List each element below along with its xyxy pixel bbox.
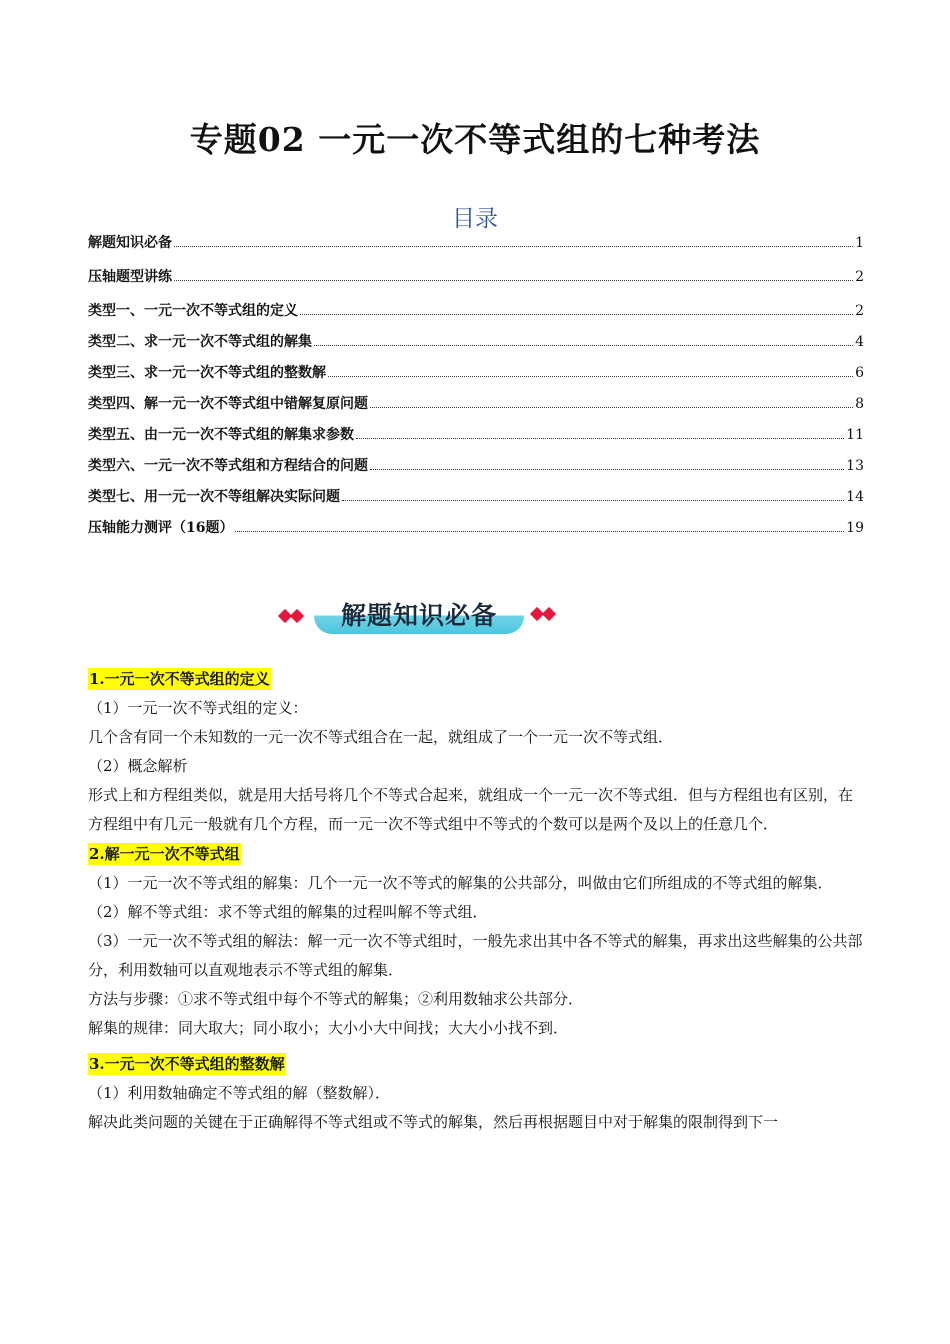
- paragraph: 解决此类问题的关键在于正确解得不等式组或不等式的解集，然后再根据题目中对于解集的限制得到下一: [88, 1113, 779, 1131]
- toc-entry-page: 6: [855, 365, 864, 381]
- paragraph: 解集的规律：同大取大；同小取小；大小小大中间找；大大小小找不到．: [88, 1019, 569, 1037]
- toc-entry[interactable]: [88, 232, 864, 266]
- toc-leader: [300, 313, 853, 315]
- paragraph: （2）概念解析: [88, 757, 188, 775]
- toc-entry-label: 类型二、求一元一次不等式组的解集: [88, 334, 312, 350]
- toc-entry-page: 19: [846, 520, 864, 536]
- toc-leader: [235, 530, 844, 532]
- toc-entry[interactable]: [88, 486, 864, 517]
- toc-entry-label: 压轴题型讲练: [88, 269, 172, 285]
- paragraph: （3）一元一次不等式组的解法：解一元一次不等式组时，一般先求出其中各不等式的解集，再求出这些解集的公共部分，利用数轴可以直观地表示不等式组的解集．: [88, 932, 863, 979]
- toc-entry-page: 1: [855, 235, 864, 251]
- toc-entry-page: 2: [855, 303, 864, 319]
- paragraph: 形式上和方程组类似，就是用大括号将几个不等式合起来，就组成一个一元一次不等式组．但与方程组也有区别，在方程组中有几元一般就有几个方程，而一元一次不等式组中不等式的个数可以是两个及以上的任意几个．: [88, 786, 854, 833]
- section-heading: 1.一元一次不等式组的定义: [89, 670, 270, 688]
- toc-entry-label: 类型一、一元一次不等式组的定义: [88, 303, 298, 319]
- toc-entry-label: 类型五、由一元一次不等式组的解集求参数: [88, 427, 354, 443]
- diamond-icon: [290, 609, 304, 623]
- toc-entry-page: 2: [855, 269, 864, 285]
- paragraph: （2）解不等式组：求不等式组的解集的过程叫解不等式组．: [88, 903, 488, 921]
- toc-entry[interactable]: [88, 455, 864, 486]
- knowledge-content: [88, 668, 864, 1137]
- toc-entry[interactable]: [88, 393, 864, 424]
- toc-entry-label: 压轴能力测评（16题）: [88, 520, 234, 536]
- toc-heading: 目录: [452, 206, 498, 232]
- toc-leader: [356, 437, 844, 439]
- paragraph: （1）一元一次不等式组的定义：: [88, 699, 308, 717]
- section-banner: [276, 592, 566, 640]
- toc-leader: [174, 279, 853, 281]
- toc-entry-label: 解题知识必备: [88, 235, 172, 251]
- page-title: 专题02 一元一次不等式组的七种考法: [189, 120, 761, 159]
- toc-entry-page: 11: [846, 427, 864, 443]
- table-of-contents: [88, 232, 864, 548]
- toc-leader: [370, 468, 844, 470]
- toc-entry[interactable]: [88, 266, 864, 300]
- toc-leader: [328, 375, 853, 377]
- section-2: [88, 843, 864, 1043]
- toc-entry-label: 类型四、解一元一次不等式组中错解复原问题: [88, 396, 368, 412]
- toc-entry[interactable]: [88, 424, 864, 455]
- paragraph: 几个含有同一个未知数的一元一次不等式组合在一起，就组成了一个一元一次不等式组．: [88, 728, 674, 746]
- banner-title: 解题知识必备: [340, 601, 497, 630]
- paragraph: （1）利用数轴确定不等式组的解（整数解）．: [88, 1084, 391, 1102]
- toc-entry[interactable]: [88, 362, 864, 393]
- section-3: [88, 1053, 864, 1137]
- toc-entry[interactable]: [88, 331, 864, 362]
- section-heading: 2.解一元一次不等式组: [89, 845, 240, 863]
- toc-entry-page: 4: [855, 334, 864, 350]
- diamond-icon: [542, 607, 556, 621]
- paragraph: （1）一元一次不等式组的解集：几个一元一次不等式的解集的公共部分，叫做由它们所组成的不等式组的解集．: [88, 874, 833, 892]
- toc-entry-label: 类型七、用一元一次不等组解决实际问题: [88, 489, 340, 505]
- toc-leader: [174, 245, 853, 247]
- paragraph: 方法与步骤：①求不等式组中每个不等式的解集；②利用数轴求公共部分．: [88, 990, 584, 1008]
- toc-entry-label: 类型三、求一元一次不等式组的整数解: [88, 365, 326, 381]
- toc-entry[interactable]: [88, 300, 864, 331]
- toc-leader: [314, 344, 853, 346]
- toc-entry-page: 8: [855, 396, 864, 412]
- section-heading: 3.一元一次不等式组的整数解: [89, 1055, 285, 1073]
- toc-entry-page: 13: [846, 458, 864, 474]
- toc-entry-page: 14: [846, 489, 864, 505]
- toc-entry[interactable]: [88, 517, 864, 548]
- toc-leader: [370, 406, 853, 408]
- section-1: [88, 668, 864, 839]
- toc-entry-label: 类型六、一元一次不等式组和方程结合的问题: [88, 458, 368, 474]
- toc-leader: [342, 499, 844, 501]
